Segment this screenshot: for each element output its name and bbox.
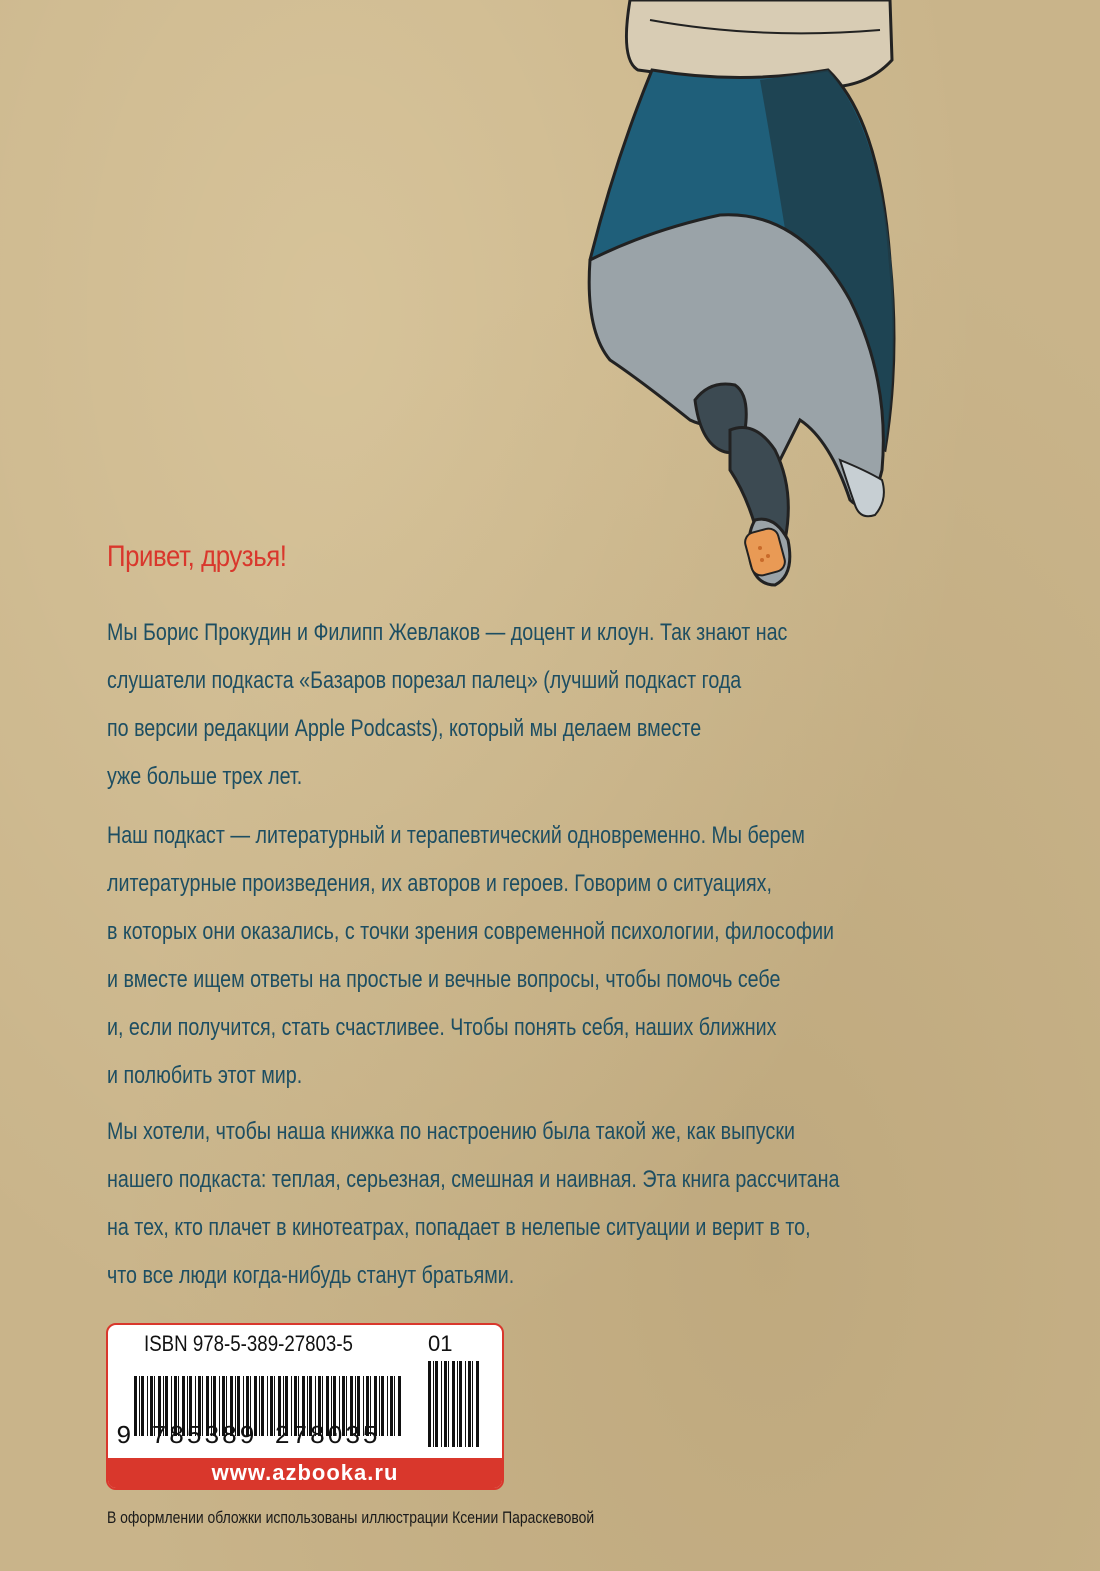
ean-digits: 9 785389 278035 <box>116 1421 381 1451</box>
barcode-bar <box>448 1361 449 1447</box>
barcode-bar <box>452 1361 455 1447</box>
book-paragraph <box>107 1108 927 1300</box>
barcode-bar <box>387 1376 388 1436</box>
text-line: на тех, кто плачет в кинотеатрах, попадает в нелепые ситуации и верит в то, <box>107 1214 811 1241</box>
text-line: в которых они оказались, с точки зрения современной психологии, философии <box>107 918 835 945</box>
barcode-bar <box>459 1361 462 1447</box>
barcode-bar <box>433 1361 434 1447</box>
publisher-url[interactable]: www.azbooka.ru <box>108 1458 502 1488</box>
barcode-bar <box>472 1361 473 1447</box>
illustration-credit: В оформлении обложки использованы иллюстрации Ксении Параскевовой <box>107 1508 595 1527</box>
text-line: уже больше трех лет. <box>107 763 303 790</box>
barcode-bar <box>457 1361 458 1447</box>
isbn-barcode-box <box>106 1323 504 1490</box>
barcode-bar <box>441 1361 442 1447</box>
text-line: Наш подкаст — литературный и терапевтический одновременно. Мы берем <box>107 822 805 849</box>
text-line: нашего подкаста: теплая, серьезная, смешная и наивная. Эта книга рассчитана <box>107 1166 840 1193</box>
text-line: и вместе ищем ответы на простые и вечные вопросы, чтобы помочь себе <box>107 966 781 993</box>
barcode-bar <box>398 1376 401 1436</box>
barcode-bar <box>476 1361 479 1447</box>
barcode-bar <box>381 1376 384 1436</box>
greeting-heading: Привет, друзья! <box>107 540 287 573</box>
barcode-bar <box>435 1361 438 1447</box>
text-line: и, если получится, стать счастливее. Чтобы понять себя, наших ближних <box>107 1014 777 1041</box>
isbn-label: ISBN 978-5-389-27803-5 <box>144 1331 353 1356</box>
barcode-bar <box>394 1376 395 1436</box>
text-line: слушатели подкаста «Базаров порезал палец» (лучший подкаст года <box>107 667 742 694</box>
barcode-bar <box>444 1361 447 1447</box>
podcast-paragraph <box>107 812 927 1100</box>
barcode-addon-icon <box>428 1361 480 1447</box>
text-line: по версии редакции Apple Podcasts), который мы делаем вместе <box>107 715 702 742</box>
barcode-bar <box>468 1361 471 1447</box>
text-line: Мы Борис Прокудин и Филипп Жевлаков — доцент и клоун. Так знают нас <box>107 619 788 646</box>
barcode-addon-code: 01 <box>428 1331 453 1356</box>
text-line: что все люди когда-нибудь станут братьями. <box>107 1262 515 1289</box>
barcode-bar <box>465 1361 466 1447</box>
text-line: литературные произведения, их авторов и героев. Говорим о ситуациях, <box>107 870 772 897</box>
text-line: Мы хотели, чтобы наша книжка по настроению была такой же, как выпуски <box>107 1118 795 1145</box>
hand-illustration-icon <box>560 0 960 610</box>
barcode-bar <box>428 1361 431 1447</box>
barcode-bar <box>390 1376 393 1436</box>
intro-paragraph <box>107 609 927 801</box>
text-line: и полюбить этот мир. <box>107 1062 303 1089</box>
